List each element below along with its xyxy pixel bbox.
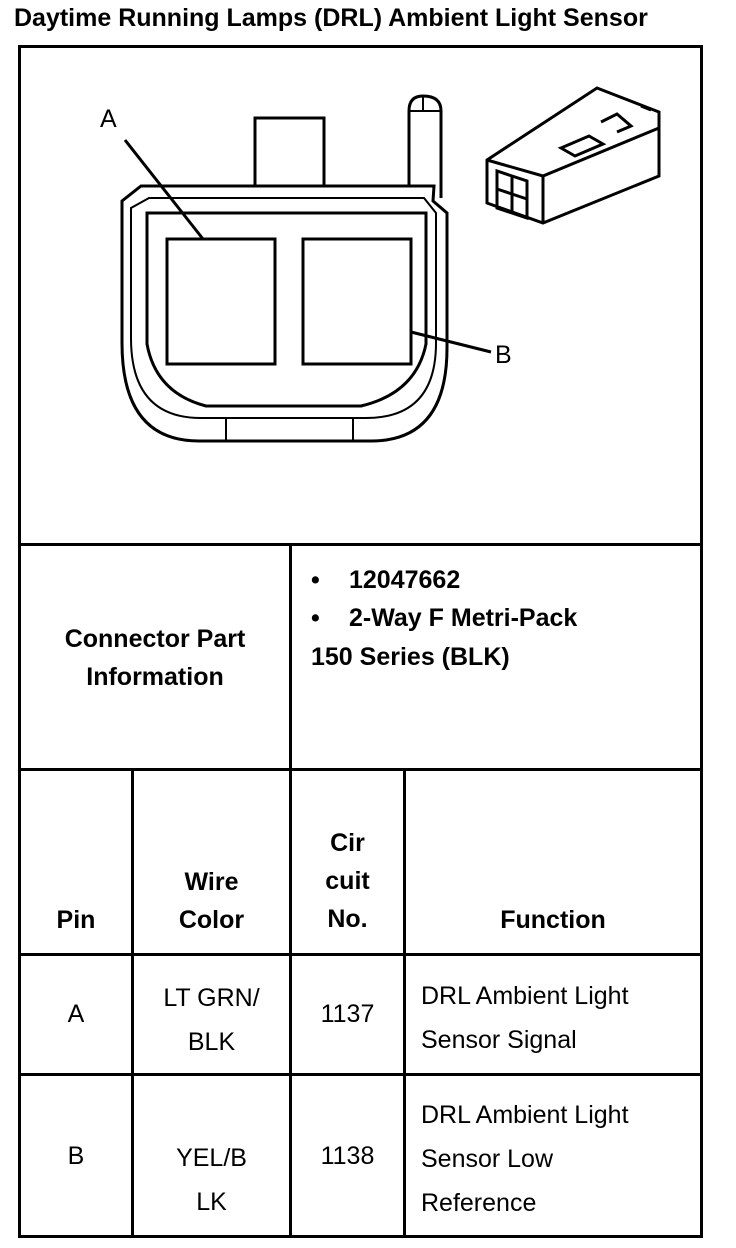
divider-diagram [21,543,700,546]
bullet-icon: • [311,604,320,632]
header-circuit-line2: cuit [325,867,370,895]
divider-circuit-column [403,768,406,1235]
header-circuit-line1: Cir [330,829,365,857]
connector-type: 2-Way F Metri-Pack [349,604,578,632]
connector-info-label-line1: Connector Part [64,625,246,653]
divider-connector-info [21,768,700,771]
divider-table-header [21,953,700,956]
connector-series: 150 Series (BLK) [311,643,510,671]
page-title: Daytime Running Lamps (DRL) Ambient Light Sensor [14,4,648,32]
row-a-function-line2: Sensor Signal [421,1026,577,1054]
row-a-wire-color [134,976,289,1064]
row-a-wire-color-line2: BLK [187,1028,236,1056]
row-a-circuit: 1137 [320,1000,375,1028]
connector-type-row [311,604,577,633]
row-a-pin: A [67,1000,85,1028]
header-pin: Pin [56,906,96,934]
row-b-function [421,1093,691,1225]
header-circuit-line3: No. [327,905,368,933]
pin-a-label: A [100,105,117,133]
part-number-row [311,566,460,595]
connector-info-frame [18,45,703,1238]
row-b-function-line3: Reference [421,1189,537,1217]
row-b-wire-color [134,1136,289,1224]
header-wire-color [134,863,289,939]
pin-a-cavity [167,239,275,364]
connector-info-label-line2: Information [86,663,224,691]
row-b-circuit: 1138 [320,1142,375,1170]
header-wire-color-line1: Wire [184,868,239,896]
row-a-function-line1: DRL Ambient Light [421,982,629,1010]
connector-diagram [21,48,700,546]
pin-b-label: B [495,341,512,369]
row-b-function-line1: DRL Ambient Light [421,1101,629,1129]
row-b-wire-color-line2: LK [196,1188,227,1216]
row-b-function-line2: Sensor Low [421,1145,554,1173]
header-wire-color-line2: Color [178,906,245,934]
connector-face-drawing [21,48,700,546]
connector-info-label [21,620,289,696]
divider-function-column [289,953,292,1235]
divider-row-a [21,1073,700,1076]
connector-iso-icon [487,88,659,223]
bullet-icon: • [311,566,320,594]
header-circuit-number [292,824,403,938]
row-b-pin: B [67,1142,85,1170]
header-function: Function [500,906,606,934]
row-a-function [421,974,691,1062]
row-a-wire-color-line1: LT GRN/ [163,984,260,1012]
row-b-wire-color-line1: YEL/B [176,1144,247,1172]
pin-b-cavity [303,239,411,364]
part-number: 12047662 [349,566,461,594]
